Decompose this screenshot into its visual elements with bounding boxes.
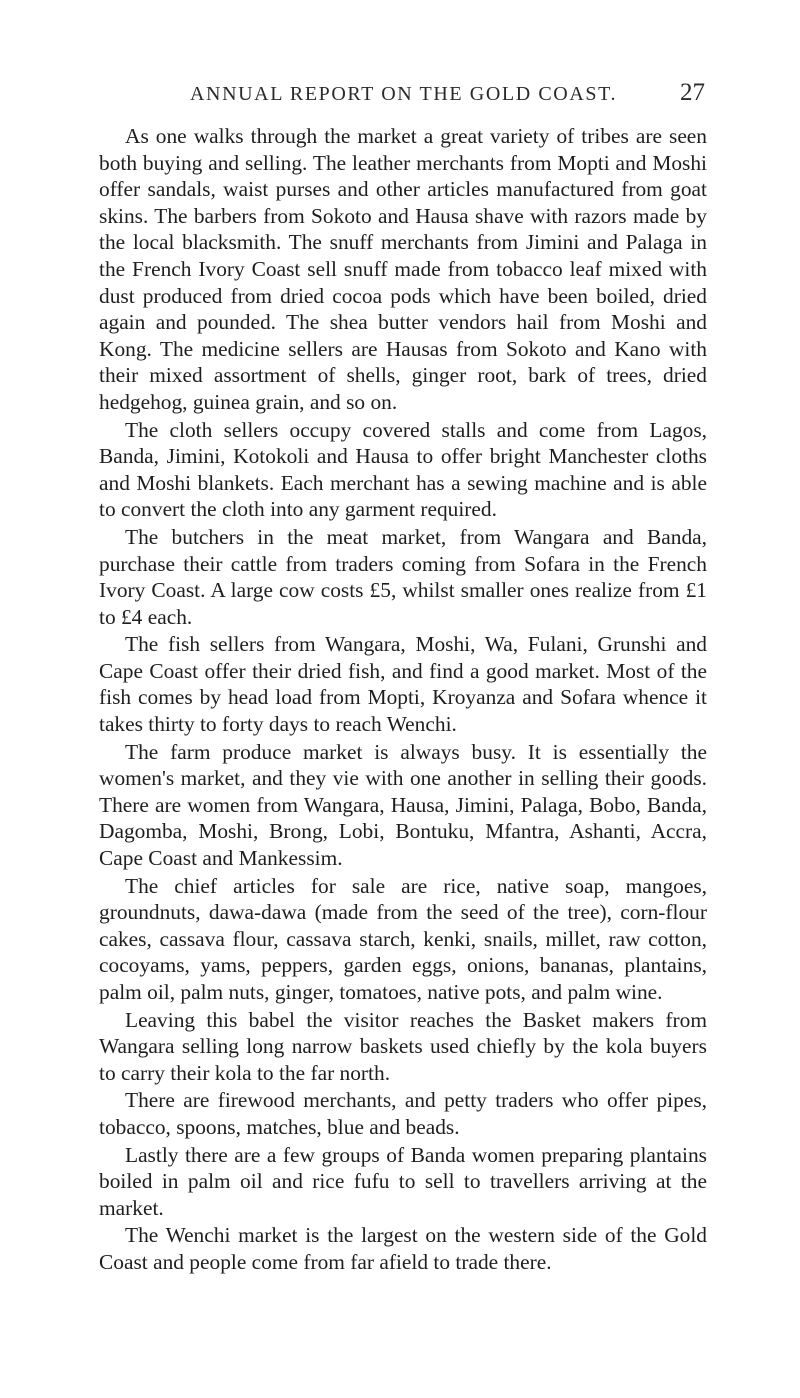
body-text bbox=[99, 123, 707, 1276]
paragraph-cloth-sellers: The cloth sellers occupy covered stalls and come from Lagos, Banda, Jimini, Kotokoli and Hausa to offer bright Manchester cloths and Moshi blankets. Each merchant has a sewing machine and is able to convert the cloth into any garment required. bbox=[99, 417, 707, 522]
paragraph-fish-sellers: The fish sellers from Wangara, Moshi, Wa, Fulani, Grunshi and Cape Coast offer their dried fish, and find a good market. Most of the fish comes by head load from Mopti, Kroyanza and Sofara whence it takes thirty to forty days to reach Wenchi. bbox=[99, 632, 707, 737]
paragraph-chief-articles: The chief articles for sale are rice, native soap, mangoes, groundnuts, dawa-dawa (made from the seed of the tree), corn-flour cakes, cassava flour, cassava starch, kenki, snails, millet, raw cotton, cocoyams, yams, peppers, garden eggs, onions, bananas, plantains, palm oil, palm nuts, ginger, tomatoes, native pots, and palm wine. bbox=[99, 873, 707, 1004]
paragraph-basket-makers: Leaving this babel the visitor reaches the Basket makers from Wangara selling long narrow baskets used chiefly by the kola buyers to carry their kola to the far north. bbox=[99, 1007, 707, 1085]
running-header bbox=[0, 79, 800, 113]
paragraph-market-tribes: As one walks through the market a great variety of tribes are seen both buying and selling. The leather merchants from Mopti and Moshi offer sandals, waist purses and other articles manufactured from goat skins. The barbers from Sokoto and Hausa shave with razors made by the local blacksmith. The snuff merchants from Jimini and Palaga in the French Ivory Coast sell snuff made from tobacco leaf mixed with dust produced from dried cocoa pods which have been boiled, dried again and pounded. The shea butter vendors hail from Moshi and Kong. The medicine sellers are Hausas from Sokoto and Kano with their mixed assortment of shells, ginger root, bark of trees, dried hedgehog, guinea grain, and so on. bbox=[99, 124, 707, 414]
paragraph-banda-women: Lastly there are a few groups of Banda women preparing plantains boiled in palm oil and rice fufu to sell to travellers arriving at the market. bbox=[99, 1142, 707, 1220]
header-title: ANNUAL REPORT ON THE GOLD COAST. bbox=[190, 83, 618, 105]
page-number: 27 bbox=[680, 79, 705, 106]
paragraph-wenchi-market: The Wenchi market is the largest on the western side of the Gold Coast and people come from far afield to trade there. bbox=[99, 1223, 707, 1274]
paragraph-firewood-merchants: There are firewood merchants, and petty traders who offer pipes, tobacco, spoons, matches, blue and beads. bbox=[99, 1088, 707, 1139]
paragraph-farm-produce: The farm produce market is always busy. It is essentially the women's market, and they vie with one another in selling their goods. There are women from Wangara, Hausa, Jimini, Palaga, Bobo, Banda, Dagomba, Moshi, Brong, Lobi, Bontuku, Mfantra, Ashanti, Accra, Cape Coast and Mankessim. bbox=[99, 739, 707, 871]
paragraph-butchers: The butchers in the meat market, from Wangara and Banda, purchase their cattle from traders coming from Sofara in the French Ivory Coast. A large cow costs £5, whilst smaller ones realize from £1 to £4 each. bbox=[99, 524, 707, 629]
